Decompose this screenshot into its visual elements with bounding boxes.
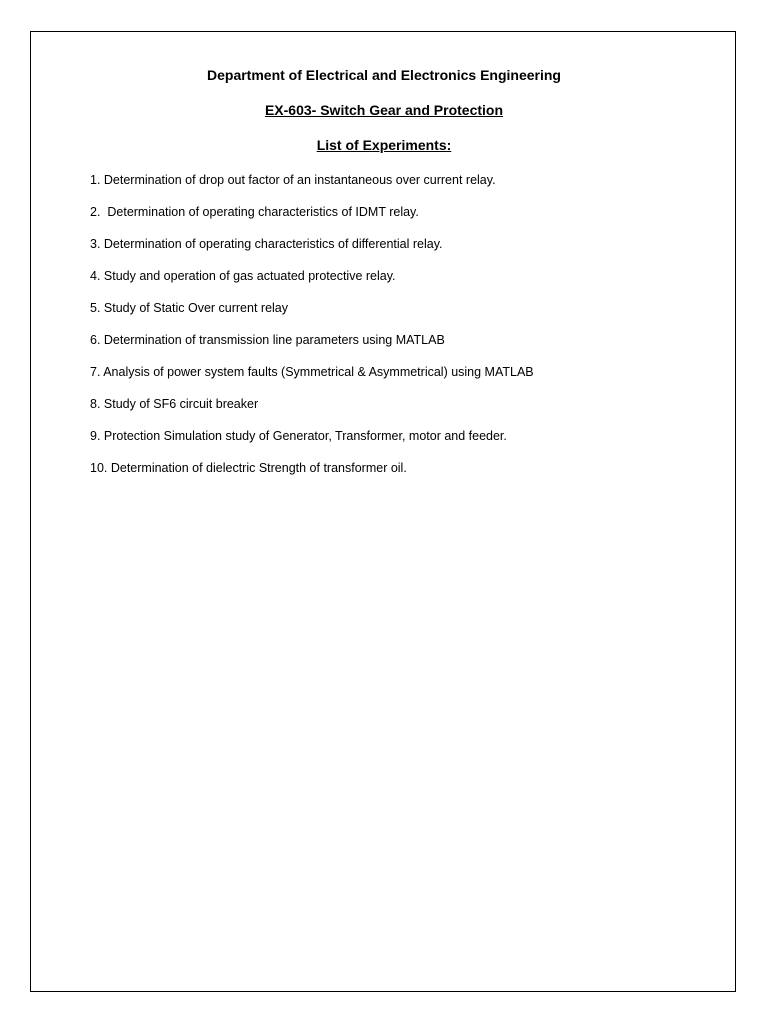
experiment-item: 9. Protection Simulation study of Generator, Transformer, motor and feeder.	[90, 429, 507, 443]
experiments-list-title: List of Experiments:	[316, 137, 452, 153]
experiment-item: 4. Study and operation of gas actuated protective relay.	[90, 269, 396, 283]
experiment-item: 3. Determination of operating characteristics of differential relay.	[90, 237, 443, 251]
department-heading: Department of Electrical and Electronics Engineering	[207, 67, 561, 83]
experiment-item: 10. Determination of dielectric Strength of transformer oil.	[90, 461, 407, 475]
course-title: EX-603- Switch Gear and Protection	[264, 102, 504, 118]
experiment-item: 5. Study of Static Over current relay	[90, 301, 288, 315]
experiment-item: 7. Analysis of power system faults (Symmetrical & Asymmetrical) using MATLAB	[90, 365, 534, 379]
experiment-item: 1. Determination of drop out factor of an instantaneous over current relay.	[90, 173, 496, 187]
experiment-item: 8. Study of SF6 circuit breaker	[90, 397, 259, 411]
experiment-item: 2. Determination of operating characteristics of IDMT relay.	[90, 205, 419, 219]
experiments-list	[90, 171, 534, 491]
experiment-item: 6. Determination of transmission line parameters using MATLAB	[90, 333, 445, 347]
